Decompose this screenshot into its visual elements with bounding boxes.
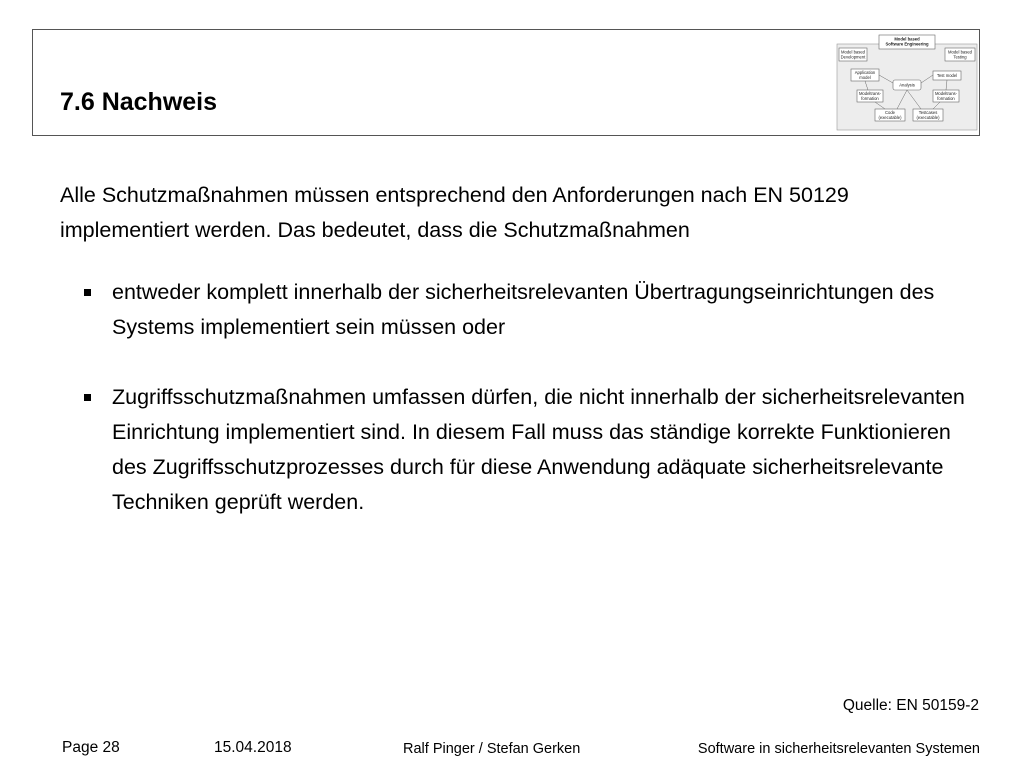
square-bullet-icon: [84, 394, 91, 401]
slide-title: 7.6 Nachweis: [60, 88, 218, 116]
diagram-testcases-line1: Testcases: [918, 110, 938, 115]
diagram-mbd-line1: Model based: [841, 49, 865, 55]
footer-presentation-title: Software in sicherheitsrelevanten Systemen: [697, 741, 980, 757]
diagram-title-line2: Software Engineering: [885, 41, 929, 47]
diagram-trans-left-line1: Modeltrans-: [858, 91, 882, 96]
bullet-list: [60, 275, 980, 520]
intro-paragraph: Alle Schutzmaßnahmen müssen entsprechend den Anforderungen nach EN 50129 implementiert werden. Das bedeutet, dass die Schutzmaßnahmen: [60, 183, 849, 242]
diagram-app-line2: model: [859, 75, 871, 80]
diagram-testcases-line2: (executable): [916, 115, 940, 120]
slide-content: [60, 178, 980, 520]
bullet-item: [60, 380, 980, 520]
diagram-code-line1: Code: [884, 110, 896, 115]
square-bullet-icon: [84, 289, 91, 296]
bullet-text: Zugriffsschutzmaßnahmen umfassen dürfen, die nicht innerhalb der sicherheitsrelevanten Einrichtung implementiert sind. In diesem Fall muss das ständige korrekte Funktionieren des Zugriffsschutzprozesses durch für diese Anwendung adäquate sicherheitsrelevante Techniken geprüft werden.: [112, 385, 965, 514]
diagram-trans-right-line2: formation: [937, 96, 955, 101]
diagram-trans-right-line1: Modeltrans-: [934, 91, 958, 96]
diagram-code-line2: (executable): [878, 115, 902, 120]
mbse-diagram: [835, 34, 979, 132]
title-box: [32, 29, 980, 136]
diagram-mbt-line2: Testing: [953, 54, 967, 60]
diagram-mbt-line1: Model based: [948, 49, 972, 55]
diagram-analysis-label: Analysis: [899, 82, 915, 88]
diagram-trans-left-line2: formation: [861, 96, 879, 101]
bullet-text: entweder komplett innerhalb der sicherheitsrelevanten Übertragungseinrichtungen des Systems implementiert sein müssen oder: [112, 280, 935, 339]
diagram-title-line1: Model based: [894, 36, 920, 42]
diagram-test-model-label: Test model: [936, 73, 958, 78]
footer-date: 15.04.2018: [214, 739, 292, 756]
bullet-item: [60, 275, 980, 345]
diagram-app-line1: Application: [854, 70, 876, 75]
source-citation: Quelle: EN 50159-2: [842, 697, 979, 714]
footer-authors: Ralf Pinger / Stefan Gerken: [403, 741, 581, 757]
footer-page-number: Page 28: [62, 739, 120, 756]
diagram-mbd-line2: Development: [840, 54, 866, 60]
